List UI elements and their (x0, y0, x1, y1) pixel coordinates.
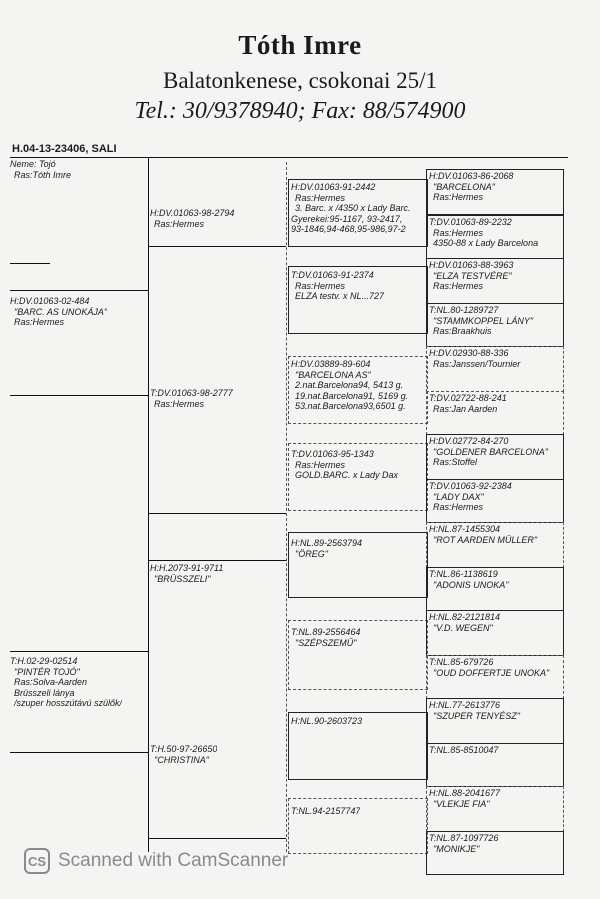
gen4-ring: H:NL.87-1455304 (429, 524, 501, 534)
gen3-sdd-line1: GOLD.BARC. x Lady Dax (295, 470, 399, 480)
dam-name: "PINTÉR TOJÓ" (14, 666, 80, 677)
gen3-sds-ring: H:DV.03889-89-604 (291, 359, 371, 369)
gen2-ds-card (150, 563, 223, 584)
gen4-card (429, 788, 561, 809)
subject-name: Neme: Tojó (10, 159, 56, 169)
gen2-ds-ring: H:H.2073-91-9711 (150, 563, 224, 573)
gen3-sds-line2: 19.nat.Barcelona91, 5169 g. (295, 390, 409, 401)
gen4-line1: Ras:Hermes (433, 192, 484, 202)
gen4-name: "ELZA TESTVÉRE" (433, 270, 512, 281)
gen3-dsd-card (291, 627, 360, 648)
gen4-ring: H:DV.02930-88-336 (429, 348, 509, 358)
subject-info (10, 159, 71, 180)
gen2-ss-breeder: Ras:Hermes (154, 218, 205, 229)
gen4-ring: H:DV.01063-88-3963 (429, 260, 514, 270)
gen2-dd-ring: T:H.50-97-26650 (150, 744, 218, 754)
gen4-name: Ras:Janssen/Tournier (433, 358, 521, 369)
gen3-ddd-ring: T:NL.94-2157747 (291, 806, 361, 816)
gen4-line1: Ras:Braakhuis (433, 326, 492, 336)
gen4-line1: 4350-88 x Lady Barcelona (433, 238, 539, 248)
sire-breeder: Ras:Hermes (14, 317, 65, 327)
gen3-sdd-ring: T:DV.01063-95-1343 (291, 449, 374, 459)
subject-ring: H.04-13-23406, SALI (12, 143, 117, 155)
gen4-ring: H:DV.02772-84-270 (429, 436, 509, 446)
gen3-ssd-line1: ELZA testv. x NL...727 (295, 291, 385, 301)
gen3-dsd-ring: T:NL.89-2556464 (291, 627, 361, 637)
gen4-ring: T:NL.86-1138619 (429, 569, 498, 579)
gen3-ssd-breeder: Ras:Hermes (295, 280, 346, 291)
gen3-ssd-ring: T:DV.01063-91-2374 (291, 270, 374, 280)
gen2-ss-ring: H:DV.01063-98-2794 (150, 208, 235, 218)
gen4-ring: T:NL.80-1289727 (429, 305, 499, 315)
gen3-sds-card (291, 359, 408, 412)
gen4-line1: Ras:Hermes (433, 502, 484, 512)
sire-mark (10, 263, 50, 264)
gen2-ds-name: "BRÜSSZELI" (154, 573, 211, 584)
gen4-line1: Ras:Stoffel (433, 457, 478, 467)
gen4-name: "OUD DOFFERTJE UNOKA" (433, 667, 550, 678)
gen2-sd-line (148, 513, 286, 514)
gen4-name: "MONIKJE" (433, 843, 480, 854)
gen3-sds-line1: 2.nat.Barcelona94, 5413 g. (295, 380, 404, 390)
gen2-divider (286, 162, 287, 852)
owner-address: Balatonkenese, csokonai 25/1 (162, 68, 437, 93)
gen2-dd-name: "CHRISTINA" (154, 754, 209, 765)
header-rule (10, 157, 568, 158)
gen4-ring: H:DV.01063-86-2068 (429, 171, 514, 181)
gen2-ds-line (148, 560, 286, 561)
gen2-ss-line (148, 246, 286, 247)
dam-bottom-line (10, 752, 148, 753)
gen4-card (429, 348, 561, 369)
gen2-sd-breeder: Ras:Hermes (154, 398, 205, 409)
gen4-name: "ROT AARDEN MÜLLER" (433, 534, 538, 545)
gen4-name: Ras:Hermes (433, 227, 484, 238)
dam-note2: /szuper hosszútávú szülők/ (14, 698, 123, 708)
gen3-dss-card (291, 538, 362, 559)
sire-ring: H:DV.01063-02-484 (10, 296, 90, 306)
gen3-sss-line2: Gyerekei:95-1167, 93-2417, (291, 213, 403, 224)
gen3-sss-line3: 93-1846,94-468,95-986,97-2 (291, 224, 406, 234)
gen4-name: "V.D. WEGEN" (433, 622, 493, 633)
gen4-card (429, 569, 561, 590)
gen3-dds-ring: H:NL.90-2603723 (291, 716, 363, 726)
gen4-name: "STAMMKOPPEL LÁNY" (433, 315, 534, 326)
gen4-card (429, 217, 561, 249)
camscanner-text: Scanned with CamScanner (58, 850, 289, 871)
gen4-line1: Ras:Hermes (433, 281, 484, 291)
gen3-sdd-card (291, 449, 398, 481)
gen3-sds-line3: 53.nat.Barcelona93,6501 g. (295, 401, 406, 411)
camscanner-logo: CS (24, 848, 50, 874)
gen4-ring: H:NL.77-2613776 (429, 700, 501, 710)
subject-breeder: Ras:Tóth Imre (14, 169, 72, 180)
owner-phone: Tel.: 30/9378940; Fax: 88/574900 (134, 98, 466, 124)
gen2-dd-card (150, 744, 217, 765)
gen4-ring: T:DV.01063-89-2232 (429, 217, 512, 227)
gen2-dd-line (148, 838, 286, 839)
gen4-card (429, 700, 561, 721)
gen4-ring: H:NL.82-2121814 (429, 612, 501, 622)
gen4-name: Ras:Jan Aarden (433, 403, 498, 414)
sire-bottom-line (10, 395, 148, 396)
gen3-sss-card (291, 182, 425, 235)
gen3-ssd-card (291, 270, 384, 302)
sire-card (10, 296, 107, 328)
gen4-card (429, 481, 561, 513)
gen3-dss-ring: H:NL.89-2563794 (291, 538, 363, 548)
gen2-sd-card (150, 388, 233, 409)
gen4-name: "SZUPER TENYÉSZ" (433, 710, 520, 721)
gen4-card (429, 657, 561, 678)
gen4-name: "GOLDENER BARCELONA" (433, 446, 548, 457)
gen4-ring: T:NL.85-679726 (429, 657, 494, 667)
gen3-sds-name: "BARCELONA AS" (295, 369, 371, 380)
gen4-card (429, 833, 561, 854)
dam-ring: T:H.02-29-02514 (10, 656, 78, 666)
gen4-card (429, 612, 561, 633)
gen3-dsd-name: "SZÉPSZEMŰ" (295, 637, 357, 648)
gen3-sdd-breeder: Ras:Hermes (295, 459, 346, 470)
gen3-sss-ring: H:DV.01063-91-2442 (291, 182, 376, 192)
gen4-card (429, 436, 561, 468)
gen3-dds-card (291, 716, 362, 727)
gen4-name: "ADONIS UNOKA" (433, 579, 509, 590)
gen2-ss-card (150, 208, 234, 229)
gen4-ring: T:DV.01063-92-2384 (429, 481, 512, 491)
sire-name: "BARC. AS UNOKÁJA" (14, 306, 108, 317)
gen4-ring: T:NL.87-1097726 (429, 833, 499, 843)
gen4-name: "VLEKJE FIA" (433, 798, 490, 809)
gen3-dss-name: "ÖREG" (295, 548, 328, 559)
gen4-card (429, 171, 561, 203)
dam-breeder: Ras:Solva-Aarden (14, 677, 88, 687)
gen4-card (429, 745, 561, 756)
owner-name: Tóth Imre (238, 30, 362, 60)
gen1-divider (148, 157, 149, 852)
gen4-name: "BARCELONA" (433, 181, 495, 192)
dam-note1: Brüsszeli lánya (14, 687, 75, 698)
gen4-card (429, 393, 561, 414)
gen2-sd-ring: T:DV.01063-98-2777 (150, 388, 233, 398)
dam-line (10, 651, 148, 652)
gen4-card (429, 305, 561, 337)
gen4-card (429, 524, 561, 545)
dam-card (10, 656, 122, 709)
gen3-sss-breeder: Ras:Hermes (295, 192, 346, 203)
gen3-ddd-card (291, 806, 360, 817)
gen3-sss-line1: 3. Barc. x /4350 x Lady Barc. (295, 203, 411, 213)
gen4-ring: T:DV.02722-88-241 (429, 393, 507, 403)
gen4-name: "LADY DAX" (433, 491, 484, 502)
gen4-card (429, 260, 561, 292)
gen4-ring: T:NL.85-8510047 (429, 745, 499, 755)
gen4-ring: H:NL.88-2041677 (429, 788, 501, 798)
sire-line (10, 290, 148, 291)
